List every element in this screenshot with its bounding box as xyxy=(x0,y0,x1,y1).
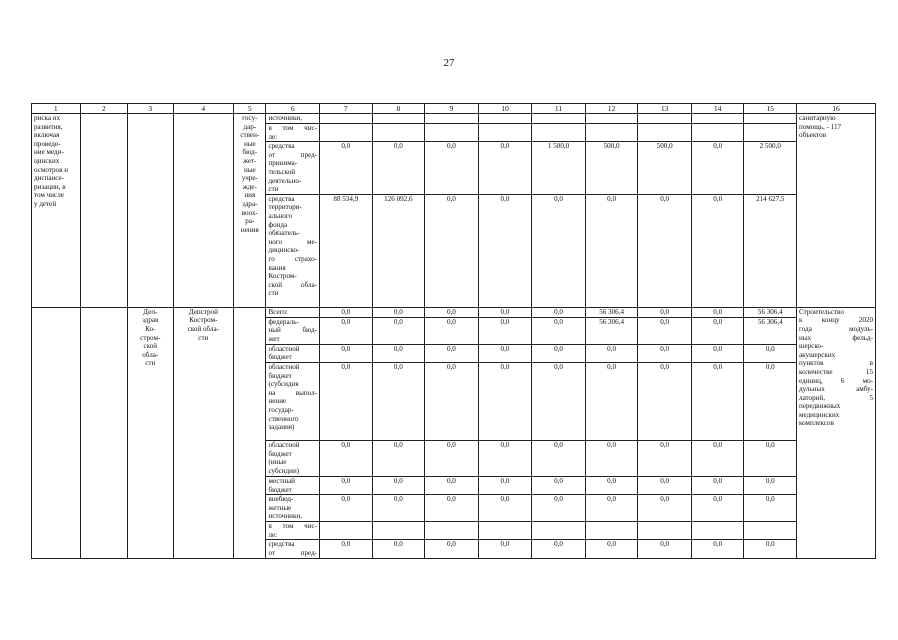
amount-cell xyxy=(320,522,373,540)
text-line: обла- xyxy=(142,350,159,359)
text-line: Строительство xyxy=(799,307,844,316)
amount-cell: 0,0 xyxy=(478,495,532,522)
amount-cell xyxy=(585,124,638,142)
expected-result-cell xyxy=(797,307,876,558)
text-line: средства xyxy=(268,194,295,203)
text-line: медицинских xyxy=(799,410,840,419)
amount-cell: 0,0 xyxy=(691,540,744,558)
text-line: ской обла- xyxy=(268,280,318,289)
text-line: вания xyxy=(268,263,286,272)
customer-cell xyxy=(128,307,173,558)
amount-cell: 0,0 xyxy=(532,194,586,307)
text-line: сти xyxy=(198,333,209,342)
amount-cell: 56 306,4 xyxy=(744,307,797,317)
amount-cell: 0,0 xyxy=(320,476,373,494)
amount-cell: 0,0 xyxy=(372,317,425,344)
text-line: помощь, - 117 xyxy=(799,122,842,131)
column-number-header: 16 xyxy=(797,104,876,114)
text-line: ние меди- xyxy=(34,148,64,157)
text-line: нение xyxy=(268,397,287,406)
text-line: бюд- xyxy=(242,148,258,157)
amount-cell: 0,0 xyxy=(478,540,532,558)
co-executor-cell xyxy=(173,114,234,308)
amount-cell: 0,0 xyxy=(744,344,797,362)
text-line: ального xyxy=(268,211,293,220)
amount-cell xyxy=(478,522,532,540)
text-line: ра- xyxy=(245,217,255,226)
amount-cell: 0,0 xyxy=(320,540,373,558)
text-line: сти xyxy=(145,359,156,368)
text-line: ные xyxy=(243,165,256,174)
column-number-header: 7 xyxy=(320,104,373,114)
text-line: (иные xyxy=(268,458,287,467)
amount-cell: 0,0 xyxy=(478,440,532,476)
amount-cell: 0,0 xyxy=(372,495,425,522)
text-line: ле: xyxy=(268,530,278,539)
amount-cell: 0,0 xyxy=(372,142,425,195)
amount-cell: 214 627,5 xyxy=(744,194,797,307)
text-line: передвижных xyxy=(799,402,841,411)
amount-cell xyxy=(478,124,532,142)
amount-cell: 0,0 xyxy=(744,540,797,558)
amount-cell: 0,0 xyxy=(638,440,692,476)
amount-cell: 0,0 xyxy=(425,540,479,558)
text-line: ской обла- xyxy=(187,324,220,333)
amount-cell: 0,0 xyxy=(320,344,373,362)
amount-cell: 0,0 xyxy=(372,307,425,317)
text-line: тельской xyxy=(268,167,296,176)
text-line: осмотров и xyxy=(34,165,69,174)
amount-cell: 0,0 xyxy=(425,495,479,522)
text-line: областной xyxy=(268,344,300,353)
funding-source-cell xyxy=(266,540,320,558)
amount-cell: 0,0 xyxy=(425,194,479,307)
amount-cell: 0,0 xyxy=(638,307,692,317)
column-number-row xyxy=(32,104,876,114)
amount-cell: 0,0 xyxy=(425,476,479,494)
amount-cell: 0,0 xyxy=(585,344,638,362)
amount-cell xyxy=(478,114,532,124)
amount-cell: 0,0 xyxy=(585,495,638,522)
text-line: сти xyxy=(268,185,279,194)
text-line: года модуль- xyxy=(799,324,873,333)
text-line: в том чис- xyxy=(268,124,318,132)
text-line: ных фельд- xyxy=(799,333,873,342)
customer-cell xyxy=(128,114,173,308)
amount-cell xyxy=(585,522,638,540)
text-line: государ- xyxy=(268,405,294,414)
text-line: диспансе- xyxy=(34,174,65,183)
amount-cell: 0,0 xyxy=(425,362,479,440)
co-executor-cell xyxy=(173,307,234,558)
funding-source-cell xyxy=(266,344,320,362)
amount-cell: 0,0 xyxy=(585,194,638,307)
funding-source-cell xyxy=(266,362,320,440)
text-line: на выпол- xyxy=(268,388,318,397)
amount-cell xyxy=(532,114,586,124)
amount-cell: 0,0 xyxy=(744,476,797,494)
amount-cell xyxy=(320,124,373,142)
amount-cell: 0,0 xyxy=(585,362,638,440)
page-number: 27 xyxy=(443,57,455,69)
amount-cell: 2 500,0 xyxy=(744,142,797,195)
column-number-header: 13 xyxy=(638,104,692,114)
amount-cell xyxy=(585,114,638,124)
amount-cell: 0,0 xyxy=(532,317,586,344)
amount-cell: 0,0 xyxy=(478,476,532,494)
column-number-header: 10 xyxy=(478,104,532,114)
amount-cell xyxy=(372,124,425,142)
amount-cell: 0,0 xyxy=(691,362,744,440)
amount-cell: 0,0 xyxy=(478,194,532,307)
text-line: деятельно- xyxy=(268,176,302,185)
text-line: задания) xyxy=(268,423,295,432)
text-line: Костром- xyxy=(189,316,218,325)
funding-source-cell xyxy=(266,440,320,476)
amount-cell: 0,0 xyxy=(532,495,586,522)
funding-source-cell xyxy=(266,194,320,307)
text-line: ствен- xyxy=(240,131,260,140)
amount-cell xyxy=(638,114,692,124)
amount-cell xyxy=(425,124,479,142)
text-line: нения xyxy=(240,225,259,234)
responsible-executor-cell xyxy=(80,114,128,308)
column-number-header: 9 xyxy=(425,104,479,114)
amount-cell: 0,0 xyxy=(425,142,479,195)
text-line: го страхо- xyxy=(268,254,318,263)
text-line: субсидии) xyxy=(268,466,300,475)
column-number-header: 8 xyxy=(372,104,425,114)
amount-cell xyxy=(691,124,744,142)
amount-cell: 0,0 xyxy=(320,495,373,522)
text-line: федераль- xyxy=(268,317,299,326)
text-line: средства xyxy=(268,540,295,549)
amount-cell: 0,0 xyxy=(372,540,425,558)
text-line: в том чис- xyxy=(268,522,318,531)
amount-cell: 0,0 xyxy=(425,440,479,476)
funding-source-cell xyxy=(266,317,320,344)
amount-cell: 0,0 xyxy=(320,142,373,195)
amount-cell: 0,0 xyxy=(532,440,586,476)
amount-cell: 0,0 xyxy=(585,440,638,476)
text-line: объектов xyxy=(799,131,827,140)
text-line: риска их xyxy=(34,114,61,122)
amount-cell: 0,0 xyxy=(691,317,744,344)
text-line: дицинско- xyxy=(268,246,300,255)
amount-cell: 0,0 xyxy=(638,476,692,494)
participants-cell xyxy=(234,114,266,308)
text-line: территори- xyxy=(268,203,302,212)
text-line: бюджет xyxy=(268,485,292,494)
amount-cell: 0,0 xyxy=(744,495,797,522)
amount-cell: 0,0 xyxy=(532,307,586,317)
funding-source-cell xyxy=(266,476,320,494)
column-number-header: 2 xyxy=(80,104,128,114)
text-line: пунктов в xyxy=(799,359,873,368)
text-line: стром- xyxy=(140,333,161,342)
amount-cell: 0,0 xyxy=(638,194,692,307)
column-number-header: 5 xyxy=(234,104,266,114)
amount-cell xyxy=(425,522,479,540)
amount-cell: 0,0 xyxy=(478,344,532,362)
amount-cell: 0,0 xyxy=(638,540,692,558)
text-line: ные xyxy=(243,139,256,148)
text-line: единиц, 6 мо- xyxy=(799,376,873,385)
text-line: развития, xyxy=(34,122,63,131)
funding-source-cell xyxy=(266,124,320,142)
text-line: цинских xyxy=(34,156,60,165)
amount-cell: 0,0 xyxy=(638,317,692,344)
amount-cell: 0,0 xyxy=(532,362,586,440)
amount-cell xyxy=(744,124,797,142)
column-number-header: 14 xyxy=(691,104,744,114)
text-line: включая xyxy=(34,131,60,140)
amount-cell xyxy=(691,114,744,124)
amount-cell xyxy=(638,522,692,540)
amount-cell: 0,0 xyxy=(638,362,692,440)
text-line: жде- xyxy=(242,182,257,191)
amount-cell xyxy=(372,114,425,124)
amount-cell: 0,0 xyxy=(372,440,425,476)
text-line: проведе- xyxy=(34,139,61,148)
amount-cell: 0,0 xyxy=(638,495,692,522)
amount-cell: 0,0 xyxy=(691,495,744,522)
amount-cell xyxy=(532,124,586,142)
responsible-executor-cell xyxy=(80,307,128,558)
amount-cell xyxy=(372,522,425,540)
amount-cell: 0,0 xyxy=(691,194,744,307)
amount-cell: 0,0 xyxy=(585,476,638,494)
text-line: ризации, в xyxy=(34,182,66,191)
funding-source-cell xyxy=(266,114,320,124)
amount-cell: 0,0 xyxy=(532,476,586,494)
text-line: ного ме- xyxy=(268,237,318,246)
text-line: Деп- xyxy=(143,307,158,316)
column-number-header: 1 xyxy=(32,104,81,114)
amount-cell xyxy=(532,522,586,540)
amount-cell: 0,0 xyxy=(320,307,373,317)
amount-cell: 0,0 xyxy=(478,317,532,344)
table-body xyxy=(32,104,876,559)
funding-source-cell xyxy=(266,142,320,195)
text-line: от пред- xyxy=(268,150,318,159)
text-line: Всего: xyxy=(268,307,288,316)
column-number-header: 4 xyxy=(173,104,234,114)
text-line: санитарную xyxy=(799,114,836,122)
amount-cell: 0,0 xyxy=(691,440,744,476)
column-number-header: 6 xyxy=(266,104,320,114)
amount-cell: 0,0 xyxy=(691,344,744,362)
amount-cell: 0,0 xyxy=(478,307,532,317)
text-line: ской xyxy=(143,342,158,351)
table-row xyxy=(32,114,876,124)
amount-cell: 0,0 xyxy=(638,344,692,362)
text-line: здра- xyxy=(242,199,258,208)
text-line: сти xyxy=(268,289,279,298)
expected-result-cell xyxy=(797,114,876,308)
amount-cell: 0,0 xyxy=(744,362,797,440)
amount-cell: 0,0 xyxy=(585,540,638,558)
amount-cell: 0,0 xyxy=(691,476,744,494)
text-line: учре- xyxy=(241,174,258,183)
text-line: жет xyxy=(268,334,280,343)
text-line: у детей xyxy=(34,199,57,208)
amount-cell: 0,0 xyxy=(425,317,479,344)
text-line: к концу 2020 xyxy=(799,316,873,325)
amount-cell: 0,0 xyxy=(320,362,373,440)
text-line: ный бюд- xyxy=(268,326,318,335)
text-line: жетные xyxy=(268,503,292,512)
text-line: местный xyxy=(268,476,295,485)
text-line: ле: xyxy=(268,132,278,141)
amount-cell xyxy=(425,114,479,124)
text-line: том числе xyxy=(34,191,64,200)
amount-cell: 0,0 xyxy=(320,317,373,344)
amount-cell: 88 534,9 xyxy=(320,194,373,307)
text-line: дар- xyxy=(243,122,257,131)
text-line: воох- xyxy=(241,208,258,217)
amount-cell: 126 092,6 xyxy=(372,194,425,307)
text-line: бюджет xyxy=(268,353,292,362)
text-line: бюджет xyxy=(268,449,292,458)
text-line: латорий, 5 xyxy=(799,393,873,402)
measure-description-cell xyxy=(32,307,81,558)
text-line: шерско- xyxy=(799,342,824,351)
amount-cell: 0,0 xyxy=(372,476,425,494)
funding-source-cell xyxy=(266,522,320,540)
program-financing-table xyxy=(31,103,876,559)
amount-cell: 0,0 xyxy=(691,307,744,317)
text-line: обязатель- xyxy=(268,229,300,238)
text-line: от пред- xyxy=(268,548,318,557)
text-line: здрав xyxy=(142,316,159,325)
amount-cell: 0,0 xyxy=(320,440,373,476)
text-line: госу- xyxy=(242,114,258,122)
amount-cell xyxy=(744,114,797,124)
text-line: областной xyxy=(268,362,300,371)
participants-cell xyxy=(234,307,266,558)
text-line: жет- xyxy=(243,156,257,165)
text-line: Ко- xyxy=(145,324,156,333)
amount-cell: 1 500,0 xyxy=(532,142,586,195)
table-row xyxy=(32,307,876,317)
text-line: фонда xyxy=(268,220,288,229)
amount-cell: 0,0 xyxy=(532,344,586,362)
text-line: источники, xyxy=(268,512,302,521)
amount-cell: 0,0 xyxy=(691,142,744,195)
text-line: бюджет xyxy=(268,371,292,380)
text-line: количестве 15 xyxy=(799,367,873,376)
text-line: Депстрой xyxy=(188,307,218,316)
amount-cell: 0,0 xyxy=(372,344,425,362)
amount-cell: 56 306,4 xyxy=(585,307,638,317)
amount-cell: 0,0 xyxy=(425,344,479,362)
amount-cell xyxy=(638,124,692,142)
amount-cell: 0,0 xyxy=(478,362,532,440)
text-line: дульных амбу- xyxy=(799,385,873,394)
amount-cell: 0,0 xyxy=(478,142,532,195)
text-line: средства xyxy=(268,142,295,151)
amount-cell xyxy=(320,114,373,124)
text-line: источники, xyxy=(268,114,302,122)
text-line: ственного xyxy=(268,414,299,423)
amount-cell: 500,0 xyxy=(585,142,638,195)
amount-cell: 500,0 xyxy=(638,142,692,195)
text-line: акушерских xyxy=(799,350,836,359)
column-number-header: 3 xyxy=(128,104,173,114)
funding-source-cell xyxy=(266,495,320,522)
amount-cell xyxy=(691,522,744,540)
text-line: комплексов xyxy=(799,419,834,428)
column-number-header: 15 xyxy=(744,104,797,114)
text-line: принима- xyxy=(268,159,298,168)
amount-cell: 0,0 xyxy=(372,362,425,440)
column-number-header: 12 xyxy=(585,104,638,114)
amount-cell: 0,0 xyxy=(532,540,586,558)
funding-source-cell xyxy=(266,307,320,317)
amount-cell: 0,0 xyxy=(744,440,797,476)
text-line: областной xyxy=(268,440,300,449)
text-line: (субсидия xyxy=(268,380,299,389)
text-line: Костром- xyxy=(268,272,297,281)
amount-cell: 56 306,4 xyxy=(585,317,638,344)
amount-cell: 0,0 xyxy=(425,307,479,317)
amount-cell: 56 306,4 xyxy=(744,317,797,344)
text-line: внебюд- xyxy=(268,495,294,504)
amount-cell xyxy=(744,522,797,540)
measure-description-cell xyxy=(32,114,81,308)
column-number-header: 11 xyxy=(532,104,586,114)
text-line: ния xyxy=(244,191,256,200)
